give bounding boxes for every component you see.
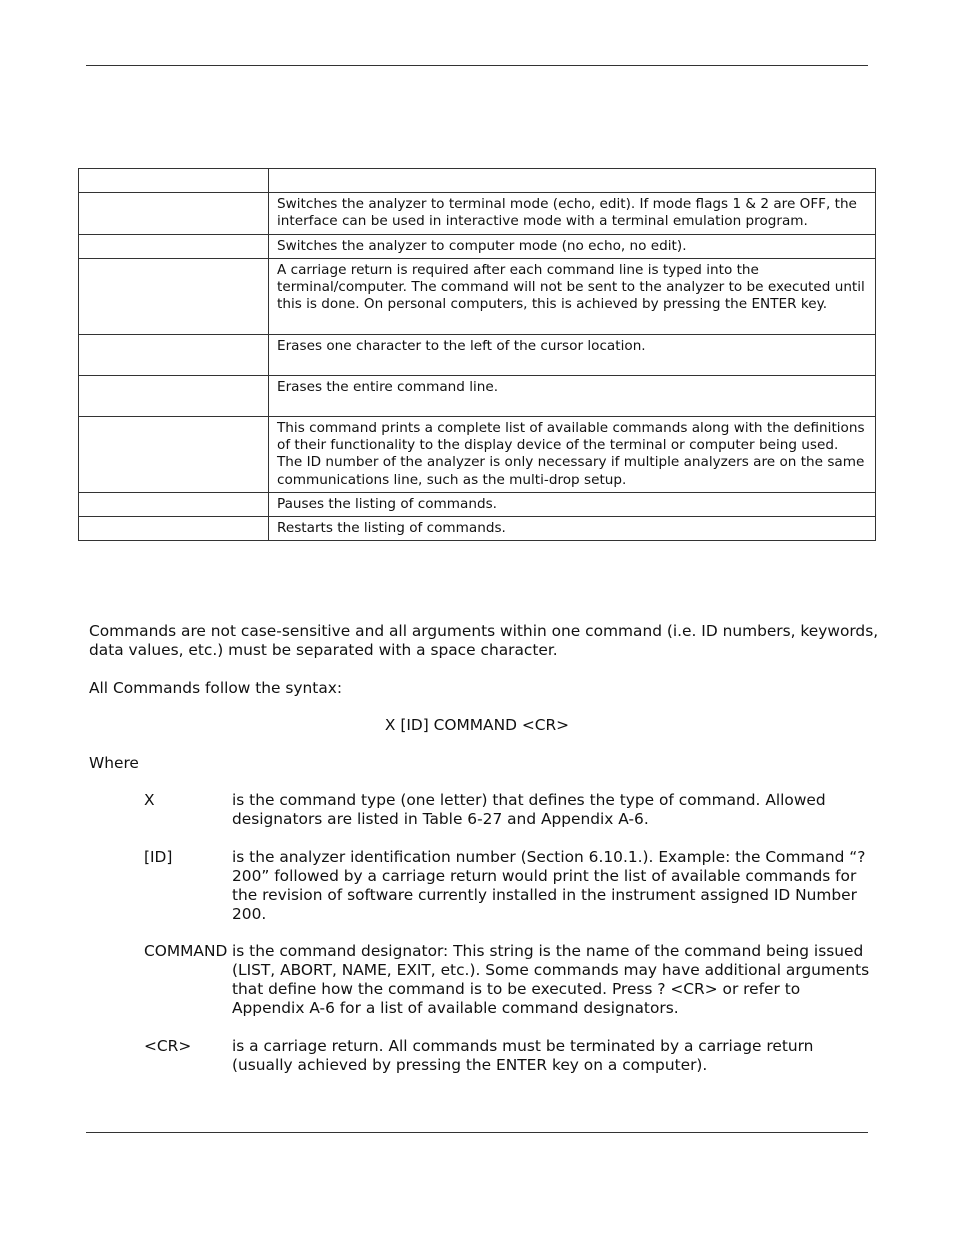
- table-row: [79, 259, 876, 335]
- command-cell: [79, 259, 269, 335]
- definition-item: [144, 848, 874, 924]
- header-rule: [86, 65, 868, 66]
- function-cell: Switches the analyzer to terminal mode (echo, edit). If mode flags 1 & 2 are OFF, the interface can be used in interactive mode with a terminal emulation program.: [269, 193, 876, 235]
- definition-term: X: [144, 791, 155, 809]
- definition-term: [ID]: [144, 848, 173, 866]
- function-cell: A carriage return is required after each command line is typed into the terminal/computer. The command will not be sent to the analyzer to be executed until this is done. On personal computers, this is achieved by pressing the ENTER key.: [269, 259, 876, 335]
- table-row: [79, 417, 876, 493]
- function-cell: Switches the analyzer to computer mode (no echo, no edit).: [269, 235, 876, 259]
- definition-text: is a carriage return. All commands must be terminated by a carriage return (usually achieved by pressing the ENTER key on a computer).: [232, 1037, 814, 1074]
- terminal-commands-table: [78, 168, 876, 541]
- function-cell: Restarts the listing of commands.: [269, 517, 876, 541]
- function-cell: [269, 169, 876, 193]
- function-cell: Erases one character to the left of the cursor location.: [269, 335, 876, 376]
- table-row: [79, 517, 876, 541]
- definition-item: [144, 1037, 874, 1075]
- function-cell: Erases the entire command line.: [269, 376, 876, 417]
- definition-item: [144, 791, 874, 829]
- definition-text: is the command type (one letter) that defines the type of command. Allowed designators are listed in Table 6-27 and Appendix A-6.: [232, 791, 826, 828]
- command-cell: [79, 169, 269, 193]
- table-row: [79, 235, 876, 259]
- command-cell: [79, 235, 269, 259]
- table-row: [79, 169, 876, 193]
- definition-term: <CR>: [144, 1037, 192, 1055]
- definition-item: [144, 942, 874, 1018]
- definition-text: is the analyzer identification number (Section 6.10.1.). Example: the Command “? 200” followed by a carriage return would print the list of available commands for the revision of software currently installed in the instrument assigned ID Number 200.: [232, 848, 866, 923]
- table-row: [79, 493, 876, 517]
- definition-text: is the command designator: This string is the name of the command being issued (LIST, ABORT, NAME, EXIT, etc.). Some commands may have additional arguments that define how the command is to be executed. Press ? <CR> or refer to Appendix A-6 for a list of available command designators.: [232, 942, 870, 1017]
- command-syntax: X [ID] COMMAND <CR>: [384, 716, 570, 734]
- command-cell: [79, 193, 269, 235]
- function-cell: This command prints a complete list of available commands along with the definitions of their functionality to the display device of the terminal or computer being used. The ID number of the analyzer is only necessary if multiple analyzers are on the same communications line, such as the multi-drop setup.: [269, 417, 876, 493]
- command-cell: [79, 376, 269, 417]
- command-cell: [79, 417, 269, 493]
- syntax-intro-paragraph: All Commands follow the syntax:: [89, 679, 343, 697]
- footer-rule: [86, 1132, 868, 1133]
- table-row: [79, 335, 876, 376]
- command-cell: [79, 493, 269, 517]
- command-cell: [79, 517, 269, 541]
- table-row: [79, 376, 876, 417]
- table-row: [79, 193, 876, 235]
- case-sensitivity-paragraph: Commands are not case-sensitive and all arguments within one command (i.e. ID numbers, keywords, data values, etc.) must be separated with a space character.: [89, 622, 879, 659]
- function-cell: Pauses the listing of commands.: [269, 493, 876, 517]
- command-cell: [79, 335, 269, 376]
- where-label: Where: [89, 754, 139, 772]
- definition-term: COMMAND: [144, 942, 228, 960]
